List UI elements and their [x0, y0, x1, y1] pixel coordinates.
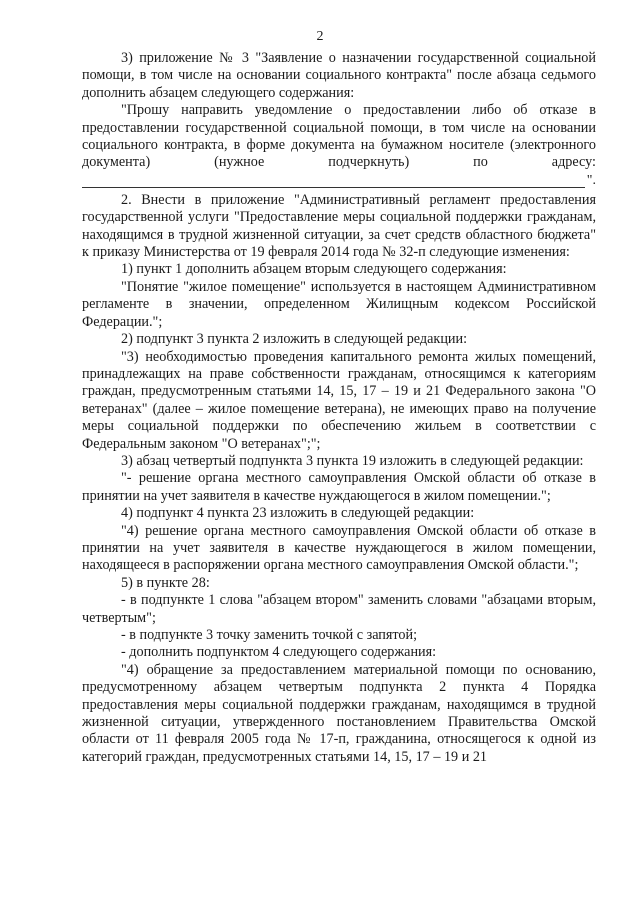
paragraph-request-text: "Прошу направить уведомление о предоставлении либо об отказе в предоставлении государственной социальной помощи, в том числе на основании социального контракта, в форме документа на бумажном носителе (электронного документа) (нужное подчеркнуть) по адресу:: [82, 102, 596, 171]
paragraph-item-2: 2. Внести в приложение "Административный регламент предоставления государственной услуги "Предоставление меры социальной поддержки гражданам, находящимся в трудной жизненной ситуации, за счет средств областного бюджета" к приказу Министерства от 19 февраля 2014 года № 32-п следующие изменения:: [82, 191, 596, 261]
paragraph-capital-repair: "3) необходимостью проведения капитального ремонта жилых помещений, принадлежащих на праве собственности гражданам, относящимся к категориям граждан, предусмотренным статьями 14, 15, 17 – 19 и 21 Федерального закона "О ветеранах" (далее – жилое помещение ветерана), не имеющих право на получение меры социальной поддержки по обеспечению жильем в соответствии с Федеральным законом "О ветеранах";";: [82, 348, 596, 452]
address-line-end: ".: [586, 172, 596, 188]
address-blank-line: [82, 172, 596, 188]
paragraph-subitem-5: 5) в пункте 28:: [121, 574, 210, 591]
page-number: 2: [316, 29, 324, 44]
paragraph-appendix-3: 3) приложение № 3 "Заявление о назначении государственной социальной помощи, в том числе на основании социального контракта" после абзаца седьмого дополнить абзацем следующего содержания:: [82, 50, 596, 101]
paragraph-change-subitem-3: - в подпункте 3 точку заменить точкой с запятой;: [121, 627, 418, 643]
paragraph-subitem-2: 2) подпункт 3 пункта 2 изложить в следующей редакции:: [121, 331, 468, 348]
paragraph-refusal-decision-4: "4) решение органа местного самоуправления Омской области об отказе в принятии на учет заявителя в качестве нуждающегося в жилом помещении, находящееся в распоряжении органа местного самоуправления Омской области.";: [82, 522, 596, 574]
paragraph-subitem-1: 1) пункт 1 дополнить абзацем вторым следующего содержания:: [121, 261, 507, 278]
paragraph-change-subitem-1: - в подпункте 1 слова "абзацем втором" заменить словами "абзацами вторым, четвертым";: [82, 592, 596, 626]
paragraph-housing-definition: "Понятие "жилое помещение" используется в настоящем Административном регламенте в значении, определенном Жилищным кодексом Российской Федерации.";: [82, 278, 596, 330]
paragraph-material-aid: "4) обращение за предоставлением материальной помощи по основанию, предусмотренному абзацем четвертым подпункта 2 пункта 4 Порядка предоставления меры социальной поддержки гражданам, находящимся в трудной жизненной ситуации, утвержденного постановлением Правительства Омской области от 11 февраля 2005 года № 17-п, гражданина, относящегося к одной из категорий граждан, предусмотренных статьями 14, 15, 17 – 19 и 21: [82, 661, 596, 765]
paragraph-refusal-decision: "- решение органа местного самоуправления Омской области об отказе в принятии на учет заявителя в качестве нуждающегося в жилом помещении.";: [82, 470, 596, 504]
paragraph-subitem-3: 3) абзац четвертый подпункта 3 пункта 19 изложить в следующей редакции:: [121, 452, 584, 469]
paragraph-subitem-4: 4) подпункт 4 пункта 23 изложить в следующей редакции:: [121, 505, 475, 522]
paragraph-add-subitem-4: - дополнить подпунктом 4 следующего содержания:: [121, 644, 437, 661]
document-body: [82, 50, 596, 766]
